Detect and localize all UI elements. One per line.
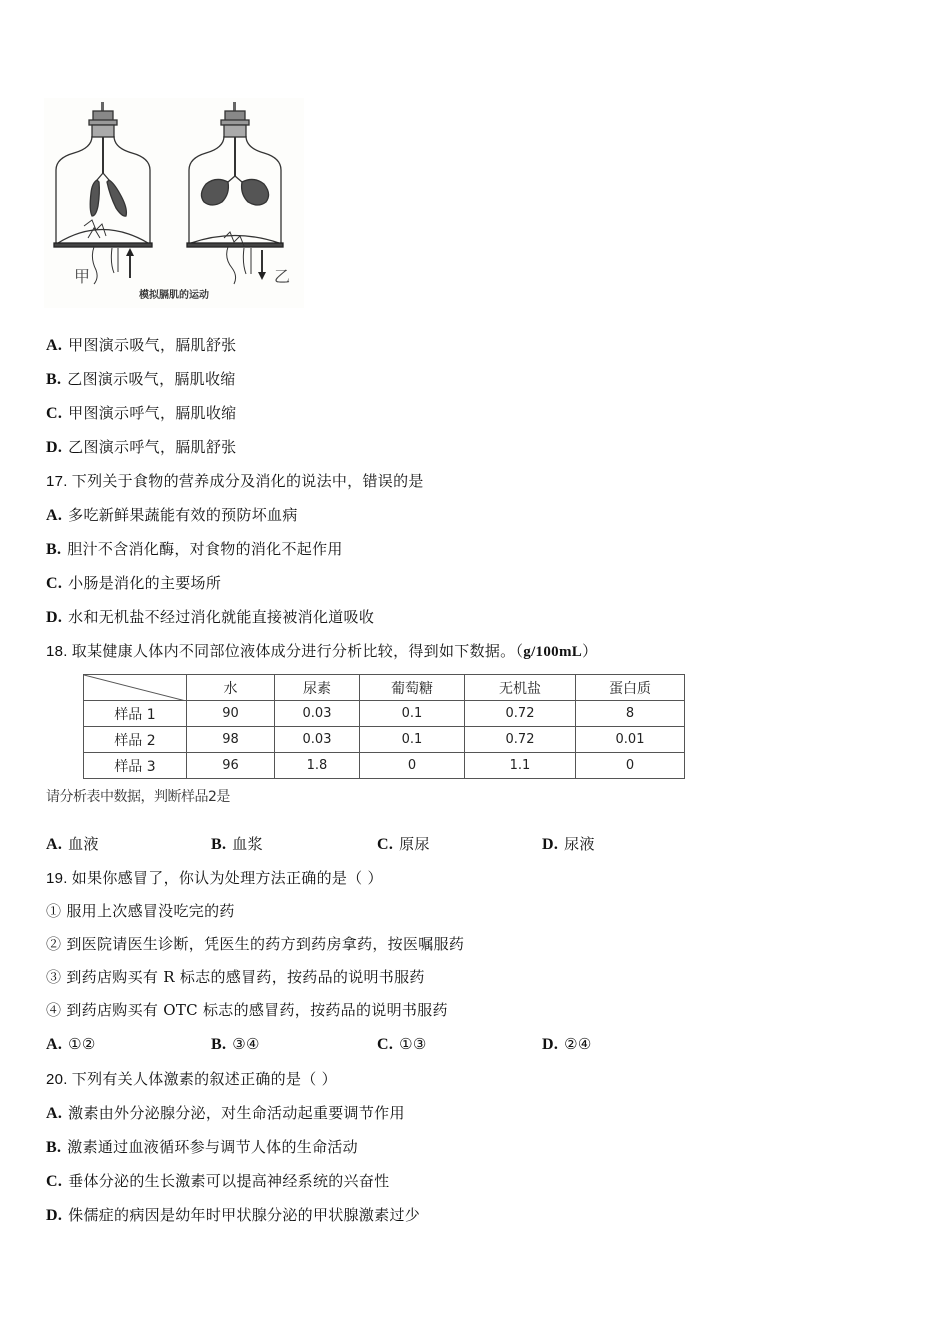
option-text: 甲图演示吸气，膈肌舒张 (68, 336, 237, 354)
option-letter: B. (46, 371, 62, 388)
q20-option-b[interactable] (46, 1137, 358, 1158)
q16-option-b[interactable] (46, 369, 236, 390)
option-letter: D. (46, 1207, 63, 1224)
q18-option-c[interactable] (377, 834, 430, 855)
diagonal-divider (84, 675, 186, 701)
table-cell: 0.1 (360, 727, 465, 753)
option-text: 甲图演示呼气，膈肌收缩 (68, 404, 237, 422)
option-text: 乙图演示呼气，膈肌舒张 (68, 438, 237, 456)
q17-stem (46, 471, 424, 492)
option-text: 乙图演示吸气，膈肌收缩 (67, 370, 236, 388)
q16-option-c[interactable] (46, 403, 236, 424)
option-letter: C. (46, 405, 63, 422)
q18-stem (46, 641, 597, 662)
option-letter: A. (46, 1036, 63, 1053)
question-number: 17. (46, 473, 68, 490)
option-text: 血浆 (232, 835, 263, 853)
option-letter: C. (46, 1173, 63, 1190)
table-row (84, 727, 685, 753)
stem-end: ） (582, 642, 598, 660)
q18-option-a[interactable] (46, 834, 99, 855)
option-letter: D. (46, 609, 63, 626)
table-cell: 0 (360, 753, 465, 779)
table-cell: 8 (576, 701, 685, 727)
table-cell: 1.1 (465, 753, 576, 779)
q17-option-d[interactable] (46, 607, 374, 628)
row-label: 样品 1 (84, 701, 187, 727)
option-letter: C. (377, 836, 394, 853)
q17-option-a[interactable] (46, 505, 298, 526)
option-text: 胆汁不含消化酶，对食物的消化不起作用 (67, 540, 343, 558)
jar-right (187, 102, 283, 284)
option-text: ①③ (399, 1035, 427, 1053)
unit-label: g/100mL (523, 644, 583, 660)
option-text: 原尿 (399, 835, 430, 853)
option-text: 激素通过血液循环参与调节人体的生命活动 (67, 1138, 358, 1156)
q19-statement-1: ① 服用上次感冒没吃完的药 (46, 902, 235, 920)
q19-statement-4: ④ 到药店购买有 OTC 标志的感冒药，按药品的说明书服药 (46, 1001, 448, 1019)
table-header-row (84, 675, 685, 701)
q16-option-d[interactable] (46, 437, 236, 458)
label-jia: 甲 (74, 267, 91, 286)
option-letter: C. (377, 1036, 394, 1053)
question-number: 18. (46, 643, 68, 660)
table-cell: 98 (187, 727, 275, 753)
table-cell: 0.03 (275, 701, 360, 727)
table-header-cell: 无机盐 (465, 675, 576, 701)
option-letter: A. (46, 337, 63, 354)
q20-option-a[interactable] (46, 1103, 405, 1124)
q17-option-b[interactable] (46, 539, 343, 560)
row-label: 样品 3 (84, 753, 187, 779)
table-cell: 96 (187, 753, 275, 779)
row-label: 样品 2 (84, 727, 187, 753)
q19-option-a[interactable] (46, 1034, 96, 1055)
option-text: 小肠是消化的主要场所 (68, 574, 222, 592)
q20-option-d[interactable] (46, 1205, 420, 1226)
option-letter: A. (46, 1105, 63, 1122)
table-header-cell: 蛋白质 (576, 675, 685, 701)
option-text: ①② (68, 1035, 96, 1053)
table-cell: 0.72 (465, 727, 576, 753)
option-letter: B. (46, 541, 62, 558)
option-text: 垂体分泌的生长激素可以提高神经系统的兴奋性 (68, 1172, 390, 1190)
question-text: 如果你感冒了，你认为处理方法正确的是（ ） (71, 869, 383, 887)
option-text: 水和无机盐不经过消化就能直接被消化道吸收 (68, 608, 375, 626)
table-cell: 90 (187, 701, 275, 727)
question-number: 20. (46, 1071, 68, 1088)
table-cell: 1.8 (275, 753, 360, 779)
table-header-cell: 尿素 (275, 675, 360, 701)
option-letter: D. (542, 1036, 559, 1053)
table-row (84, 753, 685, 779)
q19-statement-2: ② 到医院请医生诊断，凭医生的药方到药房拿药，按医嘱服药 (46, 935, 465, 953)
q17-option-c[interactable] (46, 573, 221, 594)
q18-options (46, 834, 746, 854)
q18-option-d[interactable] (542, 834, 595, 855)
q20-option-c[interactable] (46, 1171, 389, 1192)
table-cell: 0.72 (465, 701, 576, 727)
option-text: ③④ (232, 1035, 260, 1053)
question-text: 下列关于食物的营养成分及消化的说法中，错误的是 (71, 472, 424, 490)
fluid-composition-table (83, 674, 685, 779)
option-letter: A. (46, 507, 63, 524)
option-letter: C. (46, 575, 63, 592)
q19-option-c[interactable] (377, 1034, 427, 1055)
table-cell: 0 (576, 753, 685, 779)
q19-options (46, 1034, 746, 1054)
option-letter: D. (46, 439, 63, 456)
option-letter: B. (46, 1139, 62, 1156)
q19-stem (46, 868, 383, 889)
q19-statement-3: ③ 到药店购买有 R 标志的感冒药，按药品的说明书服药 (46, 968, 425, 986)
option-text: 激素由外分泌腺分泌，对生命活动起重要调节作用 (68, 1104, 405, 1122)
table-cell: 0.01 (576, 727, 685, 753)
jar-left (54, 102, 152, 284)
label-yi: 乙 (274, 267, 291, 286)
option-text: 侏儒症的病因是幼年时甲状腺分泌的甲状腺激素过少 (68, 1206, 421, 1224)
diaphragm-model-figure (44, 98, 304, 308)
option-letter: D. (542, 836, 559, 853)
option-letter: A. (46, 836, 63, 853)
table-header-cell: 水 (187, 675, 275, 701)
question-number: 19. (46, 870, 68, 887)
table-row (84, 701, 685, 727)
option-text: 尿液 (564, 835, 595, 853)
figure-caption: 模拟膈肌的运动 (139, 290, 209, 301)
table-header-cell: 葡萄糖 (360, 675, 465, 701)
table-note: 请分析表中数据，判断样品2是 (46, 789, 230, 805)
question-text: 取某健康人体内不同部位液体成分进行分析比较，得到如下数据。（ (71, 642, 524, 660)
q19-option-d[interactable] (542, 1034, 592, 1055)
option-letter: B. (211, 1036, 227, 1053)
q20-stem (46, 1069, 337, 1090)
q18-option-b[interactable] (211, 834, 263, 855)
option-text: 多吃新鲜果蔬能有效的预防坏血病 (68, 506, 298, 524)
option-text: ②④ (564, 1035, 592, 1053)
question-text: 下列有关人体激素的叙述正确的是（ ） (71, 1070, 337, 1088)
q19-option-b[interactable] (211, 1034, 260, 1055)
option-letter: B. (211, 836, 227, 853)
table-corner-cell (84, 675, 187, 701)
table-cell: 0.03 (275, 727, 360, 753)
option-text: 血液 (68, 835, 99, 853)
q16-option-a[interactable] (46, 335, 236, 356)
table-cell: 0.1 (360, 701, 465, 727)
